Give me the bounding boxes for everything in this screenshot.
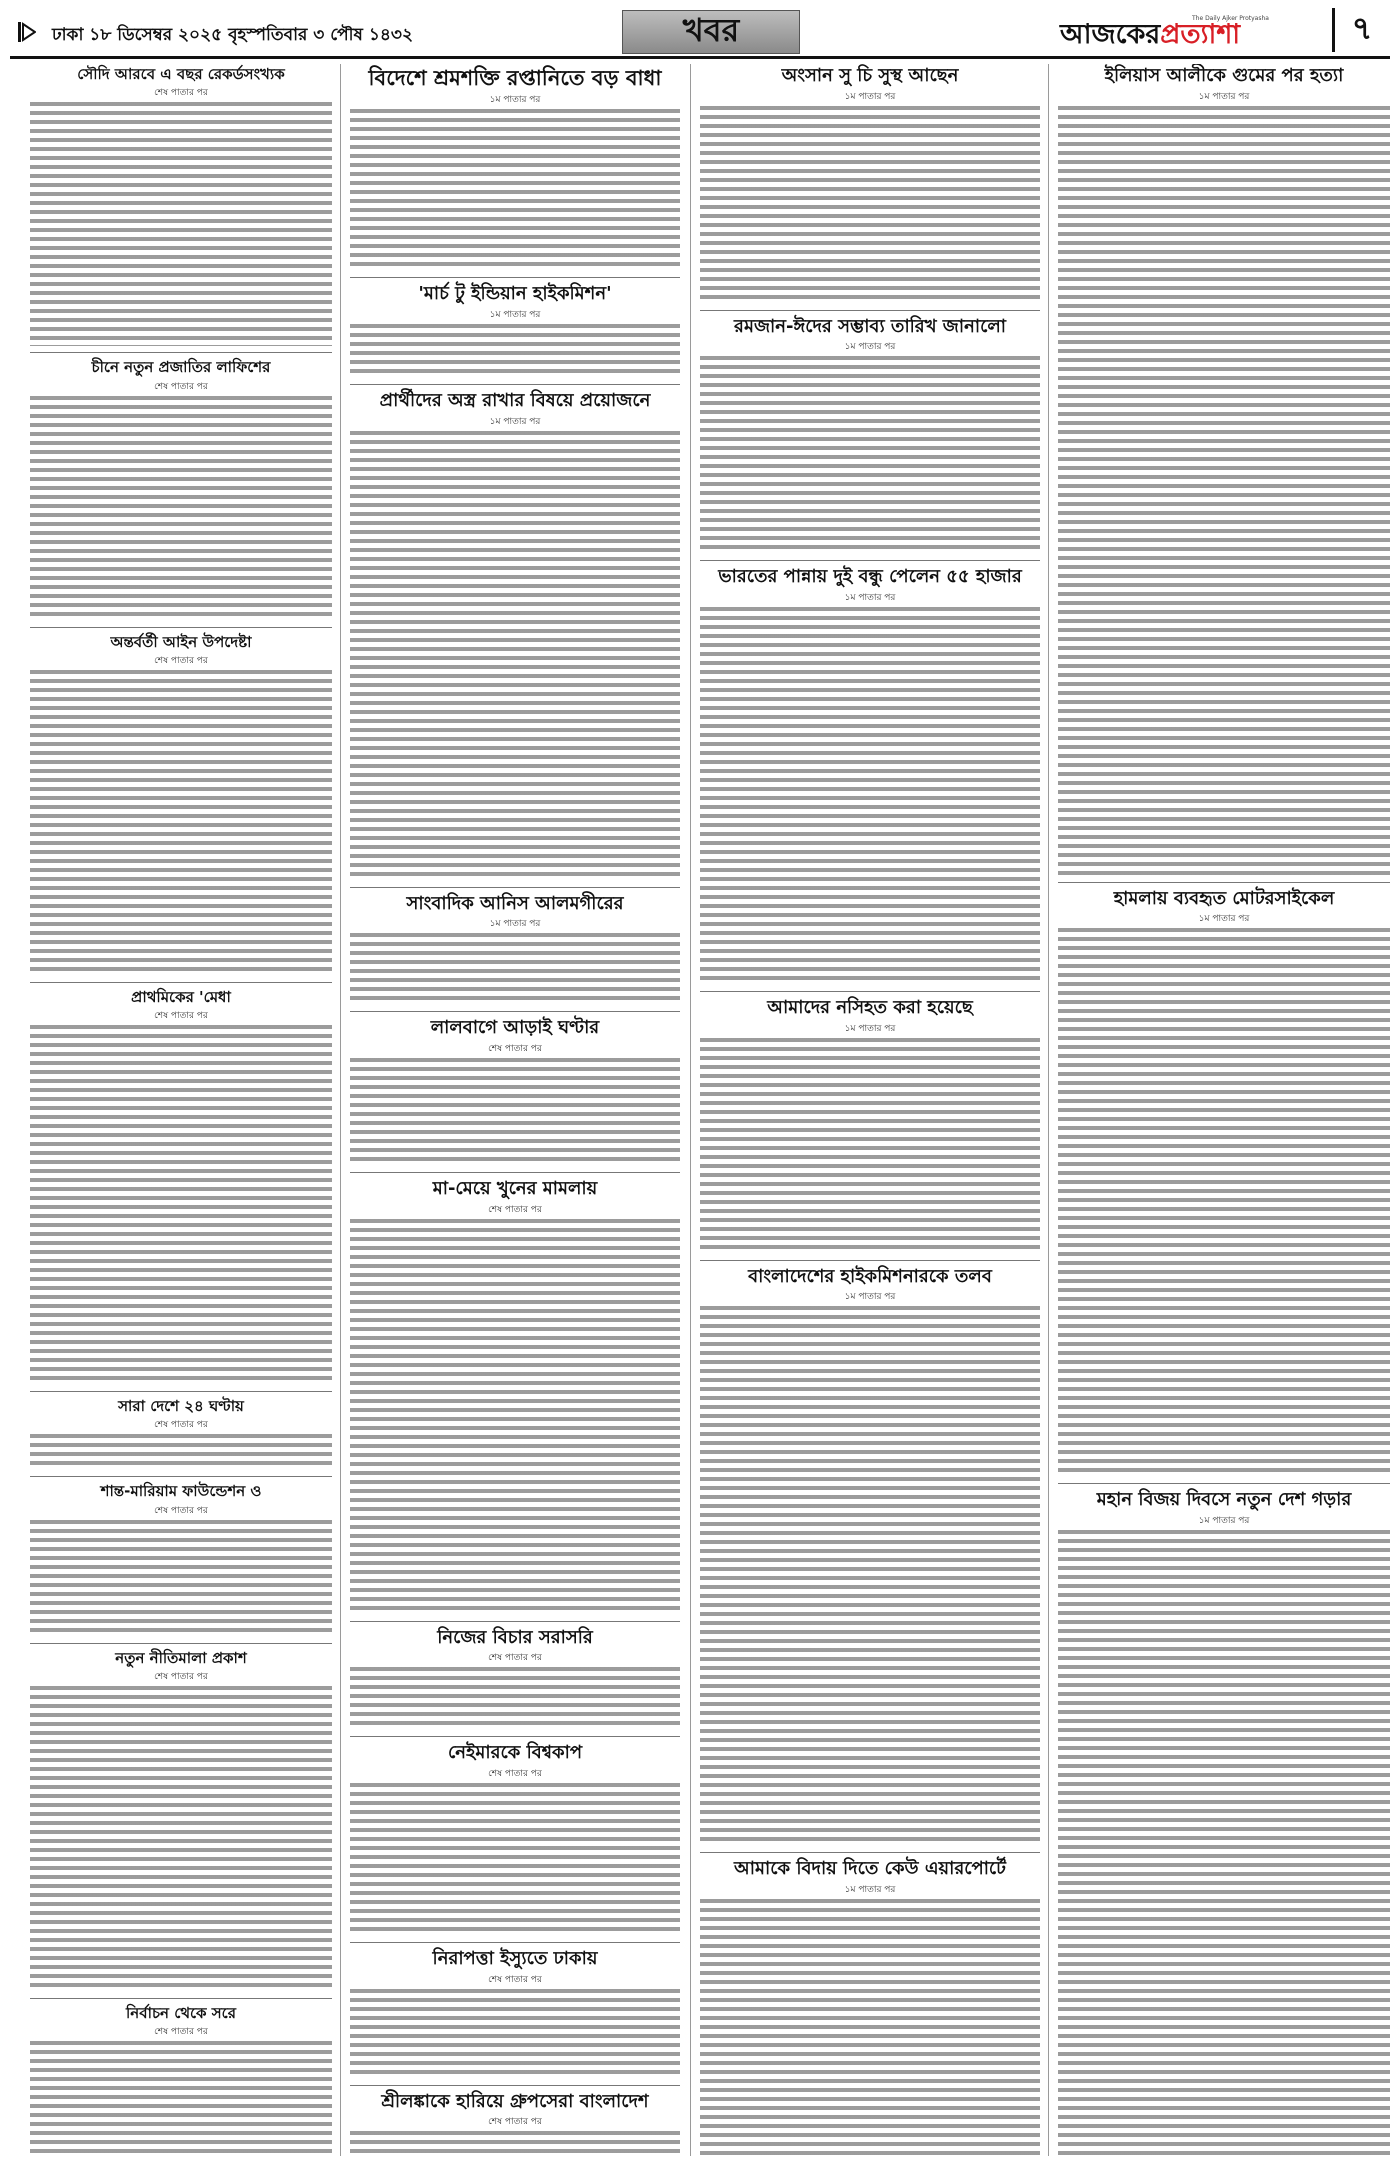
article-body-text [350, 431, 680, 881]
article [30, 1998, 332, 2156]
article [700, 310, 1040, 555]
article-jump-line: ১ম পাতার পর [489, 919, 541, 930]
article-headline: আমাদের নসিহত করা হয়েছে [767, 997, 973, 1019]
article [350, 66, 680, 271]
article-body-text [30, 1520, 332, 1637]
article [700, 1852, 1040, 2156]
article-jump-line: শেষ পাতার পর [154, 1505, 208, 1516]
article-headline: শ্রীলঙ্কাকে হারিয়ে গ্রুপসেরা বাংলাদেশ [381, 2090, 649, 2112]
article-body-text [30, 2041, 332, 2156]
article [700, 560, 1040, 985]
article-body-text [30, 1686, 332, 1992]
article [350, 277, 680, 378]
article [350, 1736, 680, 1936]
masthead [10, 8, 1390, 59]
article [1058, 66, 1390, 876]
article-body-text [350, 109, 680, 271]
article-jump-line: ১ম পাতার পর [844, 1292, 896, 1303]
article-headline: সৌদি আরবে এ বছর রেকর্ডসংখ্যক [77, 65, 285, 83]
article [30, 982, 332, 1385]
article-body-text [350, 1219, 680, 1615]
article-jump-line: ১ম পাতার পর [1198, 91, 1250, 102]
article-body-text [30, 102, 332, 346]
article-jump-line: শেষ পাতার পর [488, 1974, 542, 1985]
article-headline: শান্ত-মারিয়াম ফাউন্ডেশন ও [100, 1482, 262, 1501]
article-headline: নিজের বিচার সরাসরি [437, 1626, 593, 1648]
article-body-text [700, 106, 1040, 304]
article-jump-line: শেষ পাতার পর [488, 1043, 542, 1054]
article-jump-line: শেষ পাতার পর [488, 1768, 542, 1779]
article [30, 1391, 332, 1470]
article [700, 1260, 1040, 1847]
column-3 [700, 64, 1040, 2156]
article-headline: সারা দেশে ২৪ ঘণ্টায় [118, 1397, 244, 1415]
page-number: ৭ [1332, 8, 1389, 52]
article-body-text [30, 1025, 332, 1385]
article-headline: সাংবাদিক আনিস আলমগীরের [406, 892, 624, 914]
article-body-text [30, 396, 332, 621]
article-jump-line: ১ম পাতার পর [844, 1023, 896, 1034]
article-headline: নতুন নীতিমালা প্রকাশ [115, 1648, 247, 1667]
article-headline: মা-মেয়ে খুনের মামলায় [432, 1177, 598, 1199]
article-body-text [350, 1058, 680, 1166]
article-body-text [700, 1038, 1040, 1254]
article-jump-line: ১ম পাতার পর [844, 342, 896, 353]
article [700, 991, 1040, 1254]
section-label [622, 10, 800, 54]
article-body-text [30, 1434, 332, 1470]
article-headline: বাংলাদেশের হাইকমিশনারকে তলব [748, 1265, 992, 1287]
newspaper-logo [1060, 14, 1269, 50]
article-jump-line: ১ম পাতার পর [489, 416, 541, 427]
article [350, 2085, 680, 2156]
article-headline: ভারতের পান্নায় দুই বন্ধু পেলেন ৫৫ হাজার [718, 566, 1022, 588]
article-headline: নিরাপত্তা ইস্যুতে ঢাকায় [432, 1947, 598, 1969]
column-rule [1048, 64, 1049, 2156]
article-jump-line: শেষ পাতার পর [154, 2027, 208, 2037]
article-headline: রমজান-ঈদের সম্ভাব্য তারিখ জানালো [734, 315, 1006, 337]
article-jump-line: ১ম পাতার পর [1198, 914, 1250, 925]
article-body-text [350, 1989, 680, 2079]
article-headline: প্রার্থীদের অস্ত্র রাখার বিষয়ে প্রয়োজনে [379, 389, 651, 411]
article [30, 1476, 332, 1636]
article-jump-line: শেষ পাতার পর [488, 1204, 542, 1215]
article-body-text [350, 1783, 680, 1936]
article [30, 627, 332, 976]
article-headline: নেইমারকে বিশ্বকাপ [447, 1742, 583, 1764]
article [350, 384, 680, 881]
article-headline: অংসান সু চি সুস্থ আছেন [781, 65, 959, 86]
article-headline: হামলায় ব্যবহৃত মোটরসাইকেল [1113, 887, 1335, 909]
article [350, 887, 680, 1006]
article-body-text [1058, 1530, 1390, 2156]
article-headline: প্রাথমিকের 'মেধা [131, 987, 231, 1006]
article-jump-line: শেষ পাতার পর [154, 1671, 208, 1682]
article-body-text [700, 607, 1040, 985]
article-body-text [700, 356, 1040, 554]
article-jump-line: ১ম পাতার পর [489, 309, 541, 320]
article-body-text [350, 2131, 680, 2156]
logo-part-2: প্রত্যাশা [1160, 19, 1241, 50]
article [1058, 1483, 1390, 2156]
article-jump-line: শেষ পাতার পর [154, 381, 208, 392]
article [350, 1011, 680, 1166]
article-headline: বিদেশে শ্রমশক্তি রপ্তানিতে বড় বাধা [368, 66, 662, 90]
article-body-text [350, 1667, 680, 1730]
article [350, 1621, 680, 1731]
article-headline: লালবাগে আড়াই ঘণ্টার [430, 1017, 600, 1039]
article [1058, 882, 1390, 1478]
article [30, 66, 332, 346]
article-body-text [700, 1899, 1040, 2156]
folio-arrow-icon [18, 22, 36, 42]
column-2 [350, 64, 680, 2156]
logo-part-1: আজকের [1060, 19, 1161, 50]
article-jump-line: ১ম পাতার পর [844, 593, 896, 604]
article [350, 1172, 680, 1615]
column-rule [690, 64, 691, 2156]
article-jump-line: শেষ পাতার পর [488, 1653, 542, 1664]
column-4 [1058, 64, 1390, 2156]
article [30, 1643, 332, 1992]
article-headline: চীনে নতুন প্রজাতির লাফিশের [91, 358, 271, 377]
article-jump-line: শেষ পাতার পর [154, 88, 208, 99]
section-title: খবর [682, 11, 740, 49]
date-line: ঢাকা ১৮ ডিসেম্বর ২০২৫ বৃহস্পতিবার ৩ পৌষ ১৪৩২ [52, 25, 414, 45]
article-headline: আমাকে বিদায় দিতে কেউ এয়ারপোর্টে [734, 1858, 1006, 1880]
article [30, 352, 332, 620]
article-jump-line: ১ম পাতার পর [844, 91, 896, 102]
article-headline: অন্তর্বর্তী আইন উপদেষ্টা [110, 632, 252, 651]
article-body-text [1058, 928, 1390, 1477]
article-body-text [700, 1306, 1040, 1846]
article-jump-line: ১ম পাতার পর [489, 95, 541, 106]
article-headline: মহান বিজয় দিবসে নতুন দেশ গড়ার [1096, 1489, 1352, 1511]
column-rule [340, 64, 341, 2156]
article-jump-line: শেষ পাতার পর [488, 2117, 542, 2128]
article-headline: নির্বাচন থেকে সরে [126, 2003, 236, 2022]
article [700, 66, 1040, 304]
article-body-text [350, 933, 680, 1005]
article [350, 1942, 680, 2079]
article-body-text [350, 324, 680, 378]
column-1 [30, 64, 332, 2156]
article-body-text [30, 670, 332, 976]
article-jump-line: শেষ পাতার পর [154, 655, 208, 666]
article-headline: ইলিয়াস আলীকে গুমের পর হত্যা [1104, 65, 1344, 86]
article-body-text [1058, 106, 1390, 876]
article-jump-line: শেষ পাতার পর [154, 1011, 208, 1021]
article-jump-line: শেষ পাতার পর [154, 1420, 208, 1431]
article-jump-line: ১ম পাতার পর [844, 1885, 896, 1896]
article-headline: 'মার্চ টু ইন্ডিয়ান হাইকমিশন' [418, 283, 612, 305]
logo-tagline: The Daily Ajker Protyasha [1192, 15, 1269, 22]
article-jump-line: ১ম পাতার পর [1198, 1516, 1250, 1527]
